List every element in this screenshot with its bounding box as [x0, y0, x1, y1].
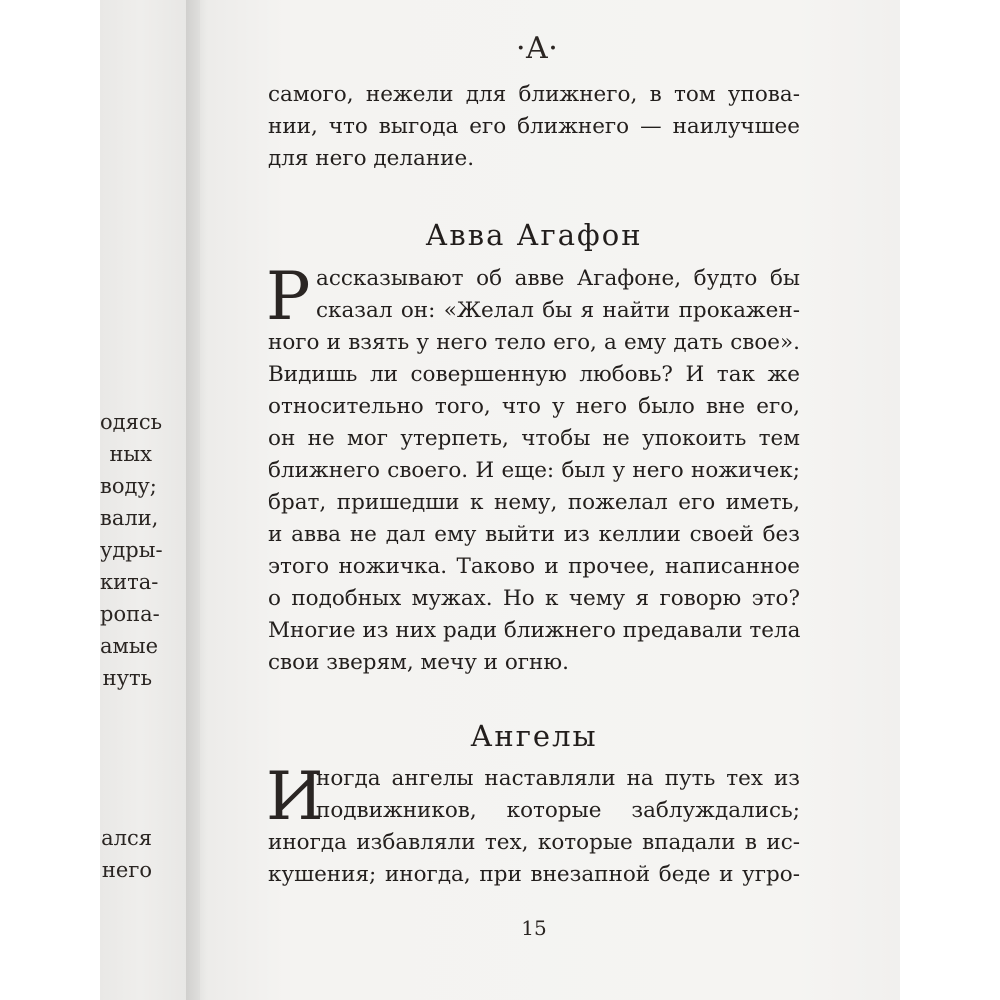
left-page-line: воду;: [100, 474, 157, 498]
left-page-line: кита-: [100, 570, 159, 594]
body-line: для него делание.: [268, 146, 475, 171]
left-page-line: нуть: [102, 666, 152, 690]
left-page-line: удры-: [100, 538, 163, 562]
body-line: ассказывают об авве Агафоне, будто бы: [316, 266, 800, 291]
left-page-line: ался: [101, 826, 152, 850]
body-line: относительно того, что у него было вне его,: [268, 394, 800, 419]
body-line: этого ножичка. Таково и прочее, написанное: [268, 554, 800, 579]
page-number: 15: [521, 916, 547, 940]
body-line: кушения; иногда, при внезапной беде и угро-: [268, 862, 800, 887]
body-line: и авва не дал ему выйти из келлии своей без: [268, 522, 800, 547]
body-line: ногда ангелы наставляли на путь тех из: [316, 766, 800, 791]
body-line: нии, что выгода его ближнего — наилучшее: [268, 114, 800, 139]
drop-cap: И: [266, 758, 324, 835]
left-page-line: ных: [109, 442, 152, 466]
body-line: сказал он: «Желал бы я найти прокажен-: [316, 298, 800, 323]
chapter-letter-ornament: ·А·: [516, 31, 558, 66]
body-line: брат, пришедши к нему, пожелал его иметь,: [268, 490, 800, 515]
section-heading: Ангелы: [470, 719, 598, 753]
body-line: подвижников, которые заблуждались;: [316, 798, 800, 823]
left-page-line: него: [101, 858, 152, 882]
left-page-line: ропа-: [100, 602, 160, 626]
body-line: он не мог утерпеть, чтобы не упокоить тем: [268, 426, 800, 451]
left-page-line: одясь: [100, 410, 163, 434]
body-line: Многие из них ради ближнего предавали тела: [268, 618, 801, 643]
body-line: свои зверям, мечу и огню.: [268, 650, 569, 675]
body-line: о подобных мужах. Но к чему я говорю это?: [268, 586, 800, 611]
drop-cap: Р: [266, 258, 311, 335]
body-line: ближнего своего. И еще: был у него ножичек;: [268, 458, 800, 483]
body-line: Видишь ли совершенную любовь? И так же: [268, 362, 800, 387]
section-heading: Авва Агафон: [425, 218, 643, 252]
left-page-line: амые: [100, 634, 158, 658]
body-line: ного и взять у него тело его, а ему дать свое».: [268, 330, 800, 355]
body-line: самого, нежели для ближнего, в том упова-: [268, 82, 800, 107]
left-page-line: вали,: [100, 506, 159, 530]
page-gutter: [186, 0, 208, 1000]
left-page: [100, 0, 200, 1000]
body-line: иногда избавляли тех, которые впадали в ис-: [268, 830, 800, 855]
